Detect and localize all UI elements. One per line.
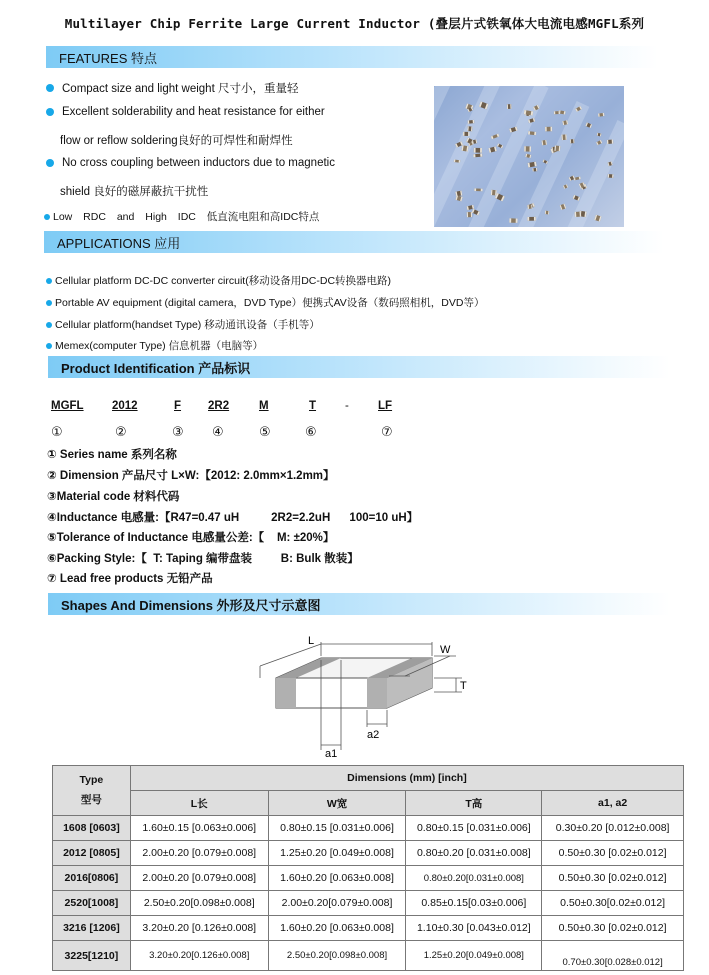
photo-chip <box>573 195 580 201</box>
terminal-right-front <box>367 678 387 708</box>
type-header <box>53 766 131 816</box>
bullet-dot-icon <box>46 278 52 284</box>
photo-chip <box>554 145 560 151</box>
bullet-dot-icon <box>46 84 54 92</box>
cell-W: 2.00±0.20[0.079±0.008] <box>268 891 406 916</box>
photo-chip <box>528 204 533 208</box>
cell-L: 2.00±0.20 [0.079±0.008] <box>130 841 268 866</box>
application-item-2 <box>46 295 484 310</box>
cell-L: 3.20±0.20 [0.126±0.008] <box>130 916 268 941</box>
feature-item-2 <box>46 106 325 118</box>
photo-chip <box>467 205 475 210</box>
photo-chip <box>596 140 602 145</box>
cell-type: 1608 [0603] <box>53 816 131 841</box>
table-row <box>53 941 684 971</box>
desc-lead-free: ⑦ Lead free products 无铅产品 <box>47 573 213 585</box>
photo-chip <box>467 212 472 217</box>
photo-chip <box>543 159 549 164</box>
photo-chip <box>491 134 499 140</box>
feature-item-text: Compact size and light weight 尺寸小，重量轻 <box>62 83 299 95</box>
applications-heading-text: APPLICATIONS 应用 <box>57 235 181 251</box>
desc-packing: ⑥Packing Style:【 T: Taping 编带盘装 B: Bulk 散装】 <box>47 553 359 565</box>
feature-item-text: No cross coupling between inductors due to magnetic <box>62 157 335 169</box>
photo-chip <box>527 217 535 221</box>
cell-a: 0.50±0.30 [0.02±0.012] <box>542 916 684 941</box>
photo-chip <box>461 145 468 151</box>
cell-T: 0.80±0.20[0.031±0.008] <box>406 866 542 891</box>
photo-chip <box>545 211 549 215</box>
photo-chip <box>455 195 462 201</box>
photo-chip <box>563 184 568 189</box>
label-T: T <box>460 680 467 692</box>
product-id-heading-text: Product Identification 产品标识 <box>61 360 251 376</box>
cell-type: 2520[1008] <box>53 891 131 916</box>
feature-item-text: Low RDC and High IDC 低直流电阻和高IDC特点 <box>53 211 320 223</box>
application-item-1 <box>46 273 391 288</box>
code-dimension: 2012 <box>112 400 138 412</box>
code-tolerance: M <box>259 400 269 412</box>
photo-chip <box>528 162 537 168</box>
photo-chip <box>561 134 566 140</box>
application-item-3 <box>46 317 320 332</box>
cell-T: 1.25±0.20[0.049±0.008] <box>406 941 542 971</box>
column-header-W: W宽 <box>268 791 406 816</box>
photo-chip <box>509 218 517 223</box>
photo-chip <box>608 174 614 178</box>
type-header-cn: 型号 <box>80 794 102 806</box>
cell-L: 3.20±0.20[0.126±0.008] <box>130 941 268 971</box>
features-heading <box>46 46 658 68</box>
desc-material: ③Material code 材料代码 <box>47 491 180 503</box>
desc-inductance: ④Inductance 电感量:【R47=0.47 uH 2R2=2.2uH 100=10 uH】 <box>47 512 419 524</box>
application-item-4 <box>46 338 263 353</box>
product-photo <box>434 86 624 227</box>
photo-chip <box>545 127 552 132</box>
cell-L: 2.00±0.20 [0.079±0.008] <box>130 866 268 891</box>
bullet-dot-icon <box>46 159 54 167</box>
applications-heading <box>44 231 664 253</box>
feature-item-2-cont: flow or reflow soldering良好的可焊性和耐焊性 <box>60 135 293 147</box>
code-number-4: ④ <box>212 424 224 439</box>
bullet-dot-icon <box>46 343 52 349</box>
code-number-2: ② <box>115 424 127 439</box>
photo-chip <box>468 120 475 124</box>
cell-W: 1.60±0.20 [0.063±0.008] <box>268 916 406 941</box>
photo-chip <box>524 146 531 151</box>
desc-series: ① Series name 系列名称 <box>47 449 177 461</box>
photo-chip <box>528 131 536 135</box>
code-number-1: ① <box>51 424 63 439</box>
bullet-dot-icon <box>46 322 52 328</box>
bullet-dot-icon <box>46 300 52 306</box>
table-row <box>53 866 684 891</box>
label-a1: a1 <box>325 748 338 760</box>
shapes-heading-text: Shapes And Dimensions 外形及尺寸示意图 <box>61 597 321 613</box>
cell-L: 1.60±0.15 [0.063±0.006] <box>130 816 268 841</box>
cell-type: 3225[1210] <box>53 941 131 971</box>
photo-chip <box>474 148 482 153</box>
photo-chip <box>491 190 497 196</box>
product-id-heading <box>48 356 670 378</box>
cell-a: 0.50±0.30 [0.02±0.012] <box>542 841 684 866</box>
cell-type: 2012 [0805] <box>53 841 131 866</box>
table-row <box>53 891 684 916</box>
cell-L: 2.50±0.20[0.098±0.008] <box>130 891 268 916</box>
table-row <box>53 916 684 941</box>
cell-a: 0.50±0.30 [0.02±0.012] <box>542 866 684 891</box>
photo-chip <box>554 111 560 114</box>
photo-chip <box>532 168 537 172</box>
table-row <box>53 816 684 841</box>
photo-chip <box>585 122 592 128</box>
photo-chip <box>598 113 604 117</box>
desc-dimension: ② Dimension 产品尺寸 L×W:【2012: 2.0mm×1.2mm】 <box>47 470 335 482</box>
shapes-heading <box>48 593 670 615</box>
column-header-L: L长 <box>130 791 268 816</box>
label-L: L <box>308 635 315 647</box>
feature-item-3 <box>46 157 335 169</box>
column-header-T: T高 <box>406 791 542 816</box>
photo-chip <box>497 143 503 148</box>
application-item-text: Cellular platform(handset Type) 移动通讯设备（手机等） <box>55 319 320 331</box>
label-W: W <box>440 644 451 656</box>
photo-chip <box>467 126 472 131</box>
code-lead-free: LF <box>378 400 393 412</box>
cell-T: 0.85±0.15[0.03±0.006] <box>406 891 542 916</box>
photo-chip <box>607 140 613 144</box>
cell-W: 1.25±0.20 [0.049±0.008] <box>268 841 406 866</box>
photo-chip <box>597 133 602 137</box>
cell-type: 3216 [1206] <box>53 916 131 941</box>
photo-chip <box>474 188 482 191</box>
photo-chip <box>525 154 531 158</box>
feature-item-4 <box>44 209 319 224</box>
cell-T: 1.10±0.30 [0.043±0.012] <box>406 916 542 941</box>
code-packing: T <box>309 400 317 412</box>
photo-chip <box>473 154 482 158</box>
code-number-5: ⑤ <box>259 424 271 439</box>
terminal-left-front <box>276 678 296 708</box>
column-header-a: a1, a2 <box>542 791 684 816</box>
photo-chip <box>570 139 574 143</box>
cell-W: 1.60±0.20 [0.063±0.008] <box>268 866 406 891</box>
photo-chip <box>542 140 547 146</box>
desc-tolerance: ⑤Tolerance of Inductance 电感量公差:【 M: ±20%】 <box>47 532 335 544</box>
application-item-text: Memex(computer Type) 信息机器（电脑等） <box>55 340 264 352</box>
code-number-6: ⑥ <box>305 424 317 439</box>
chip-dimension-drawing <box>250 630 480 760</box>
code-series: MGFL <box>51 400 84 412</box>
cell-a: 0.70±0.30[0.028±0.012] <box>542 941 684 971</box>
features-heading-text: FEATURES 特点 <box>59 50 157 66</box>
table-row <box>53 841 684 866</box>
feature-item-3-cont: shield 良好的磁屏蔽抗干扰性 <box>60 186 209 198</box>
photo-chip <box>463 132 470 136</box>
photo-chip <box>455 191 462 197</box>
cell-W: 2.50±0.20[0.098±0.008] <box>268 941 406 971</box>
page-title: Multilayer Chip Ferrite Large Current Inductor (叠层片式铁氧体大电流电感MGFL系列 <box>64 16 645 31</box>
application-item-text: Cellular platform DC-DC converter circuit(移动设备用DC-DC转换器电路) <box>55 275 392 287</box>
photo-chip <box>594 215 601 222</box>
dimensions-header: Dimensions (mm) [inch] <box>130 766 683 791</box>
bullet-dot-icon <box>44 214 50 220</box>
dimensions-table <box>52 765 684 971</box>
cell-W: 0.80±0.15 [0.031±0.006] <box>268 816 406 841</box>
photo-chip <box>560 204 567 210</box>
application-item-text: Portable AV equipment (digital camera，DVD Type）便携式AV设备（数码照相机，DVD等） <box>55 297 485 309</box>
cell-type: 2016[0806] <box>53 866 131 891</box>
bullet-dot-icon <box>46 108 54 116</box>
code-material: F <box>174 400 182 412</box>
chip-scatter-image <box>434 86 624 227</box>
code-inductance: 2R2 <box>208 400 230 412</box>
code-number-3: ③ <box>172 424 184 439</box>
feature-item-1 <box>46 80 298 96</box>
cell-T: 0.80±0.15 [0.031±0.006] <box>406 816 542 841</box>
photo-chip <box>488 146 496 152</box>
cell-a: 0.30±0.20 [0.012±0.008] <box>542 816 684 841</box>
photo-chip <box>507 104 512 109</box>
cell-a: 0.50±0.30[0.02±0.012] <box>542 891 684 916</box>
feature-item-text: Excellent solderability and heat resistance for either <box>62 106 325 118</box>
photo-chip <box>575 212 582 218</box>
cell-T: 0.80±0.20 [0.031±0.008] <box>406 841 542 866</box>
type-header-en: Type <box>79 774 104 786</box>
code-separator: - <box>345 400 349 412</box>
label-a2: a2 <box>367 729 380 741</box>
code-number-7: ⑦ <box>381 424 393 439</box>
